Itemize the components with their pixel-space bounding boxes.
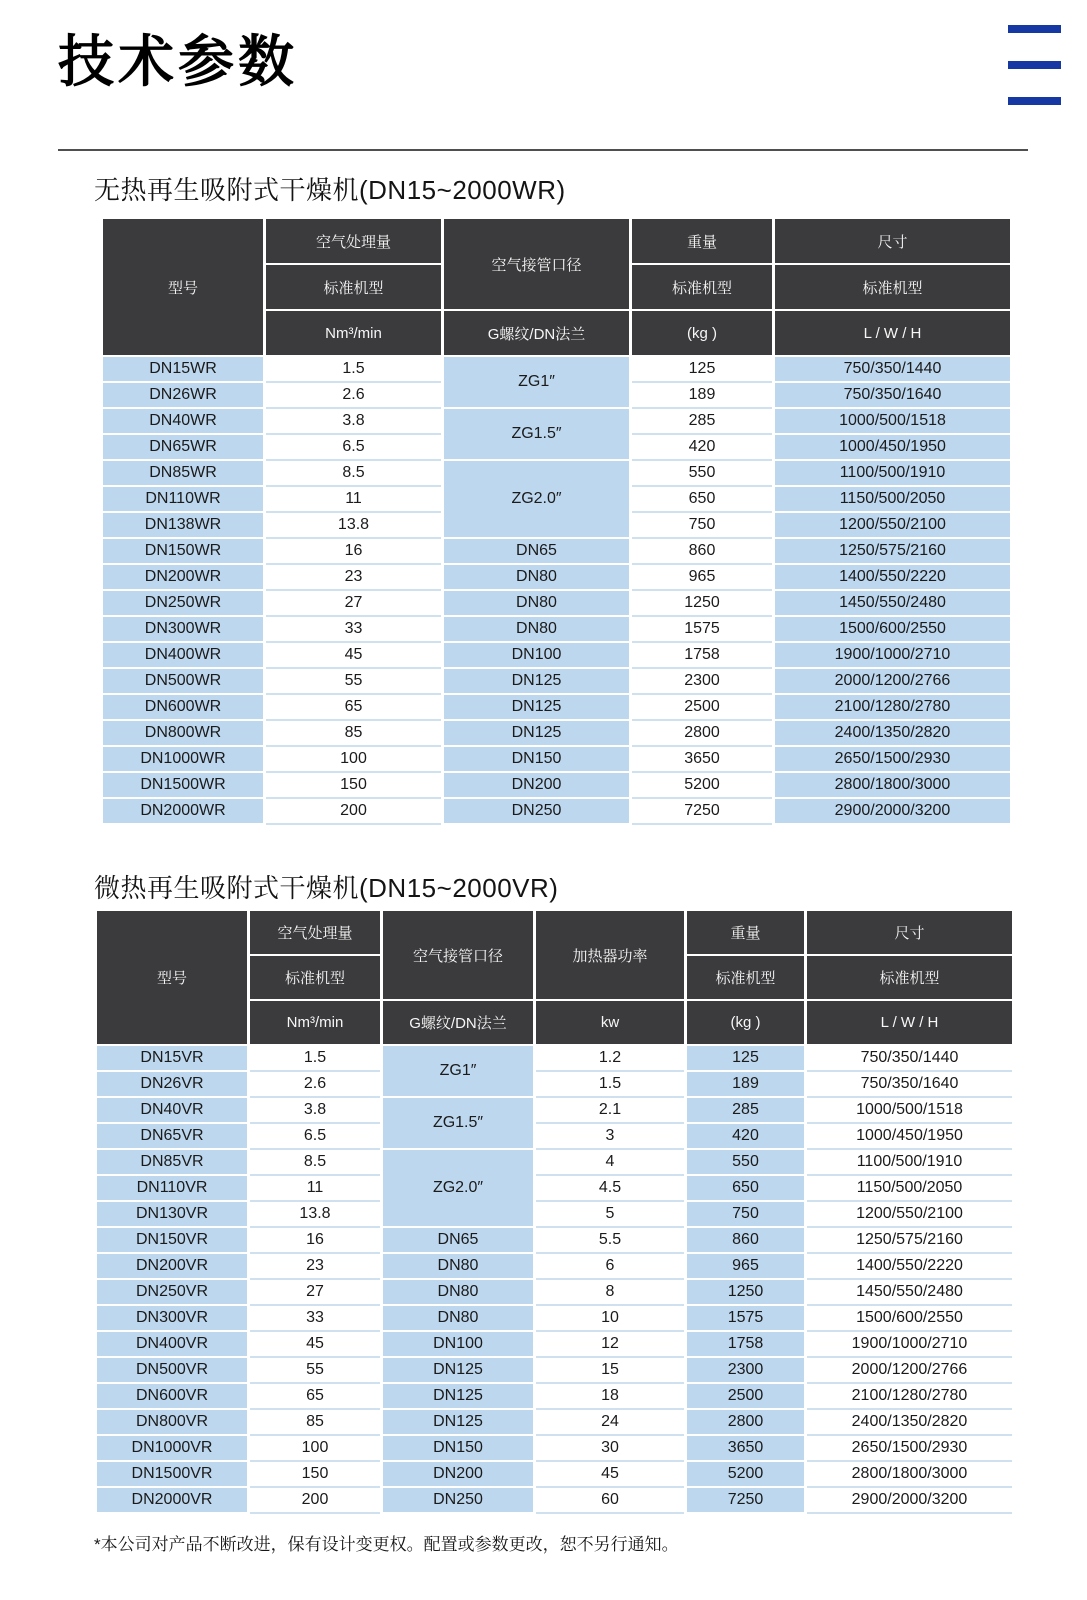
capacity-cell: 6.5 (250, 1124, 380, 1148)
model-cell: DN110VR (97, 1176, 247, 1200)
capacity-cell: 65 (266, 695, 441, 719)
table-row (97, 1124, 1012, 1148)
model-cell: DN1500VR (97, 1462, 247, 1486)
weight-cell: 750 (687, 1202, 804, 1226)
size-cell: 1900/1000/2710 (807, 1332, 1012, 1356)
capacity-cell: 2.6 (250, 1072, 380, 1096)
header-row (97, 911, 1012, 954)
table-row (103, 643, 1010, 667)
weight-cell: 1250 (632, 591, 772, 615)
model-cell: DN85WR (103, 461, 263, 485)
size-cell: 1450/550/2480 (775, 591, 1010, 615)
power-cell: 6 (536, 1254, 684, 1278)
table-row (97, 1098, 1012, 1122)
capacity-cell: 16 (250, 1228, 380, 1252)
size-cell: 1250/575/2160 (807, 1228, 1012, 1252)
size-cell: 2800/1800/3000 (775, 773, 1010, 797)
size-cell: 2400/1350/2820 (807, 1410, 1012, 1434)
capacity-cell: 150 (266, 773, 441, 797)
table-row (97, 1150, 1012, 1174)
bar-icon (1008, 97, 1061, 105)
model-cell: DN1000WR (103, 747, 263, 771)
weight-cell: 2500 (632, 695, 772, 719)
table-row (97, 1358, 1012, 1382)
pipe-cell: DN80 (383, 1254, 533, 1278)
table-row (103, 799, 1010, 823)
size-cell: 750/350/1440 (807, 1046, 1012, 1070)
col-unit-size: L / W / H (775, 311, 1010, 355)
size-cell: 2000/1200/2766 (807, 1358, 1012, 1382)
capacity-cell: 150 (250, 1462, 380, 1486)
col-header-weight: 重量 (687, 911, 804, 954)
size-cell: 1450/550/2480 (807, 1280, 1012, 1304)
pipe-cell: ZG1″ (383, 1046, 533, 1096)
size-cell: 2650/1500/2930 (807, 1436, 1012, 1460)
header-bars-icon (1008, 25, 1061, 133)
capacity-cell: 27 (266, 591, 441, 615)
capacity-cell: 85 (266, 721, 441, 745)
capacity-cell: 6.5 (266, 435, 441, 459)
table-row (97, 1202, 1012, 1226)
model-cell: DN150WR (103, 539, 263, 563)
table-row (97, 1332, 1012, 1356)
model-cell: DN800WR (103, 721, 263, 745)
model-cell: DN1500WR (103, 773, 263, 797)
col-unit-weight: (kg ) (687, 1001, 804, 1044)
power-cell: 24 (536, 1410, 684, 1434)
table-row (97, 1384, 1012, 1408)
model-cell: DN1000VR (97, 1436, 247, 1460)
table-row (103, 565, 1010, 589)
size-cell: 2900/2000/3200 (807, 1488, 1012, 1512)
model-cell: DN138WR (103, 513, 263, 537)
table-row (97, 1046, 1012, 1070)
col-header-capacity: 空气处理量 (250, 911, 380, 954)
weight-cell: 420 (687, 1124, 804, 1148)
table-row (97, 1436, 1012, 1460)
pipe-cell: ZG2.0″ (383, 1150, 533, 1226)
capacity-cell: 1.5 (266, 357, 441, 381)
pipe-cell: DN80 (444, 565, 629, 589)
table-row (103, 357, 1010, 381)
table-row (103, 461, 1010, 485)
model-cell: DN250VR (97, 1280, 247, 1304)
col-unit-weight: (kg ) (632, 311, 772, 355)
model-cell: DN15WR (103, 357, 263, 381)
footnote: *本公司对产品不断改进，保有设计变更权。配置或参数更改，恕不另行通知。 (94, 1535, 679, 1554)
weight-cell: 125 (632, 357, 772, 381)
weight-cell: 2800 (632, 721, 772, 745)
capacity-cell: 3.8 (250, 1098, 380, 1122)
model-cell: DN400VR (97, 1332, 247, 1356)
power-cell: 30 (536, 1436, 684, 1460)
pipe-cell: DN125 (444, 721, 629, 745)
weight-cell: 5200 (632, 773, 772, 797)
col-header-model: 型号 (103, 219, 263, 355)
model-cell: DN500WR (103, 669, 263, 693)
power-cell: 18 (536, 1384, 684, 1408)
weight-cell: 1758 (632, 643, 772, 667)
capacity-cell: 100 (266, 747, 441, 771)
col-subheader-capacity: 标准机型 (250, 956, 380, 999)
weight-cell: 285 (687, 1098, 804, 1122)
capacity-cell: 16 (266, 539, 441, 563)
model-cell: DN200VR (97, 1254, 247, 1278)
capacity-cell: 27 (250, 1280, 380, 1304)
pipe-cell: DN125 (383, 1410, 533, 1434)
col-subheader-weight: 标准机型 (632, 265, 772, 309)
model-cell: DN65WR (103, 435, 263, 459)
capacity-cell: 1.5 (250, 1046, 380, 1070)
power-cell: 45 (536, 1462, 684, 1486)
capacity-cell: 45 (266, 643, 441, 667)
pipe-cell: DN150 (444, 747, 629, 771)
pipe-cell: DN80 (444, 591, 629, 615)
page-title: 技术参数 (58, 30, 298, 93)
weight-cell: 1575 (632, 617, 772, 641)
col-header-pipe: 空气接管口径 (444, 219, 629, 309)
size-cell: 1400/550/2220 (807, 1254, 1012, 1278)
model-cell: DN85VR (97, 1150, 247, 1174)
size-cell: 1400/550/2220 (775, 565, 1010, 589)
size-cell: 1500/600/2550 (807, 1306, 1012, 1330)
size-cell: 1200/550/2100 (775, 513, 1010, 537)
col-subheader-weight: 标准机型 (687, 956, 804, 999)
power-cell: 1.5 (536, 1072, 684, 1096)
table-row (103, 591, 1010, 615)
model-cell: DN40VR (97, 1098, 247, 1122)
header-row (103, 219, 1010, 263)
capacity-cell: 13.8 (250, 1202, 380, 1226)
power-cell: 8 (536, 1280, 684, 1304)
col-header-capacity: 空气处理量 (266, 219, 441, 263)
size-cell: 750/350/1440 (775, 357, 1010, 381)
size-cell: 2900/2000/3200 (775, 799, 1010, 823)
weight-cell: 650 (687, 1176, 804, 1200)
col-unit-pipe: G螺纹/DN法兰 (383, 1001, 533, 1044)
table-row (103, 539, 1010, 563)
pipe-cell: DN200 (383, 1462, 533, 1486)
size-cell: 1000/500/1518 (807, 1098, 1012, 1122)
capacity-cell: 45 (250, 1332, 380, 1356)
weight-cell: 5200 (687, 1462, 804, 1486)
bar-icon (1008, 25, 1061, 33)
heated-dryer-table (94, 909, 1015, 1514)
weight-cell: 3650 (687, 1436, 804, 1460)
weight-cell: 7250 (687, 1488, 804, 1512)
pipe-cell: DN250 (383, 1488, 533, 1512)
table-row (97, 1176, 1012, 1200)
capacity-cell: 23 (250, 1254, 380, 1278)
weight-cell: 285 (632, 409, 772, 433)
table2-header (97, 911, 1012, 1044)
model-cell: DN300VR (97, 1306, 247, 1330)
capacity-cell: 85 (250, 1410, 380, 1434)
model-cell: DN250WR (103, 591, 263, 615)
weight-cell: 189 (687, 1072, 804, 1096)
model-cell: DN500VR (97, 1358, 247, 1382)
pipe-cell: DN65 (383, 1228, 533, 1252)
weight-cell: 550 (687, 1150, 804, 1174)
capacity-cell: 8.5 (250, 1150, 380, 1174)
model-cell: DN800VR (97, 1410, 247, 1434)
table-row (103, 617, 1010, 641)
size-cell: 1100/500/1910 (775, 461, 1010, 485)
weight-cell: 189 (632, 383, 772, 407)
power-cell: 4 (536, 1150, 684, 1174)
size-cell: 1000/450/1950 (775, 435, 1010, 459)
model-cell: DN150VR (97, 1228, 247, 1252)
col-unit-capacity: Nm³/min (250, 1001, 380, 1044)
power-cell: 1.2 (536, 1046, 684, 1070)
title-divider (58, 149, 1028, 151)
capacity-cell: 200 (266, 799, 441, 823)
pipe-cell: ZG1″ (444, 357, 629, 407)
col-unit-capacity: Nm³/min (266, 311, 441, 355)
capacity-cell: 33 (250, 1306, 380, 1330)
size-cell: 2100/1280/2780 (775, 695, 1010, 719)
size-cell: 750/350/1640 (807, 1072, 1012, 1096)
weight-cell: 550 (632, 461, 772, 485)
table-row (97, 1072, 1012, 1096)
size-cell: 1000/450/1950 (807, 1124, 1012, 1148)
size-cell: 2100/1280/2780 (807, 1384, 1012, 1408)
capacity-cell: 8.5 (266, 461, 441, 485)
section2-title: 微热再生吸附式干燥机(DN15~2000VR) (94, 873, 559, 903)
size-cell: 1000/500/1518 (775, 409, 1010, 433)
model-cell: DN200WR (103, 565, 263, 589)
weight-cell: 125 (687, 1046, 804, 1070)
table-row (103, 721, 1010, 745)
col-header-power: 加热器功率 (536, 911, 684, 999)
capacity-cell: 11 (250, 1176, 380, 1200)
model-cell: DN2000WR (103, 799, 263, 823)
size-cell: 1900/1000/2710 (775, 643, 1010, 667)
power-cell: 2.1 (536, 1098, 684, 1122)
table-row (97, 1410, 1012, 1434)
pipe-cell: DN125 (444, 695, 629, 719)
size-cell: 1250/575/2160 (775, 539, 1010, 563)
bar-icon (1008, 61, 1061, 69)
power-cell: 10 (536, 1306, 684, 1330)
table1-body (103, 357, 1010, 823)
model-cell: DN600VR (97, 1384, 247, 1408)
model-cell: DN130VR (97, 1202, 247, 1226)
size-cell: 750/350/1640 (775, 383, 1010, 407)
col-header-pipe: 空气接管口径 (383, 911, 533, 999)
power-cell: 12 (536, 1332, 684, 1356)
col-subheader-size: 标准机型 (807, 956, 1012, 999)
size-cell: 2000/1200/2766 (775, 669, 1010, 693)
col-subheader-capacity: 标准机型 (266, 265, 441, 309)
model-cell: DN300WR (103, 617, 263, 641)
weight-cell: 1250 (687, 1280, 804, 1304)
weight-cell: 1575 (687, 1306, 804, 1330)
table-row (103, 747, 1010, 771)
weight-cell: 7250 (632, 799, 772, 823)
table-row (103, 409, 1010, 433)
size-cell: 1150/500/2050 (807, 1176, 1012, 1200)
weight-cell: 2800 (687, 1410, 804, 1434)
capacity-cell: 23 (266, 565, 441, 589)
model-cell: DN40WR (103, 409, 263, 433)
capacity-cell: 200 (250, 1488, 380, 1512)
capacity-cell: 55 (250, 1358, 380, 1382)
col-unit-size: L / W / H (807, 1001, 1012, 1044)
size-cell: 1150/500/2050 (775, 487, 1010, 511)
col-unit-power: kw (536, 1001, 684, 1044)
col-header-size: 尺寸 (807, 911, 1012, 954)
capacity-cell: 3.8 (266, 409, 441, 433)
table-row (97, 1254, 1012, 1278)
table-row (103, 695, 1010, 719)
weight-cell: 2300 (687, 1358, 804, 1382)
power-cell: 60 (536, 1488, 684, 1512)
capacity-cell: 33 (266, 617, 441, 641)
power-cell: 4.5 (536, 1176, 684, 1200)
model-cell: DN2000VR (97, 1488, 247, 1512)
pipe-cell: DN250 (444, 799, 629, 823)
model-cell: DN15VR (97, 1046, 247, 1070)
pipe-cell: DN125 (383, 1384, 533, 1408)
power-cell: 5 (536, 1202, 684, 1226)
pipe-cell: DN100 (383, 1332, 533, 1356)
capacity-cell: 65 (250, 1384, 380, 1408)
section1-title: 无热再生吸附式干燥机(DN15~2000WR) (94, 175, 566, 205)
pipe-cell: DN125 (444, 669, 629, 693)
weight-cell: 3650 (632, 747, 772, 771)
size-cell: 1200/550/2100 (807, 1202, 1012, 1226)
size-cell: 2800/1800/3000 (807, 1462, 1012, 1486)
table-row (97, 1488, 1012, 1512)
weight-cell: 965 (687, 1254, 804, 1278)
capacity-cell: 13.8 (266, 513, 441, 537)
power-cell: 15 (536, 1358, 684, 1382)
capacity-cell: 2.6 (266, 383, 441, 407)
pipe-cell: DN80 (383, 1306, 533, 1330)
pipe-cell: DN100 (444, 643, 629, 667)
capacity-cell: 11 (266, 487, 441, 511)
table-row (97, 1462, 1012, 1486)
capacity-cell: 55 (266, 669, 441, 693)
model-cell: DN400WR (103, 643, 263, 667)
weight-cell: 420 (632, 435, 772, 459)
col-header-size: 尺寸 (775, 219, 1010, 263)
pipe-cell: ZG1.5″ (444, 409, 629, 459)
col-unit-pipe: G螺纹/DN法兰 (444, 311, 629, 355)
size-cell: 2650/1500/2930 (775, 747, 1010, 771)
size-cell: 1100/500/1910 (807, 1150, 1012, 1174)
table-row (97, 1306, 1012, 1330)
model-cell: DN600WR (103, 695, 263, 719)
weight-cell: 750 (632, 513, 772, 537)
weight-cell: 2300 (632, 669, 772, 693)
pipe-cell: ZG1.5″ (383, 1098, 533, 1148)
weight-cell: 965 (632, 565, 772, 589)
pipe-cell: DN125 (383, 1358, 533, 1382)
heatless-dryer-table (100, 217, 1013, 825)
model-cell: DN26WR (103, 383, 263, 407)
weight-cell: 1758 (687, 1332, 804, 1356)
size-cell: 1500/600/2550 (775, 617, 1010, 641)
pipe-cell: DN65 (444, 539, 629, 563)
capacity-cell: 100 (250, 1436, 380, 1460)
model-cell: DN26VR (97, 1072, 247, 1096)
pipe-cell: DN80 (444, 617, 629, 641)
pipe-cell: DN80 (383, 1280, 533, 1304)
table2-body (97, 1046, 1012, 1512)
col-header-weight: 重量 (632, 219, 772, 263)
power-cell: 3 (536, 1124, 684, 1148)
table-row (103, 669, 1010, 693)
pipe-cell: ZG2.0″ (444, 461, 629, 537)
size-cell: 2400/1350/2820 (775, 721, 1010, 745)
col-subheader-size: 标准机型 (775, 265, 1010, 309)
weight-cell: 2500 (687, 1384, 804, 1408)
pipe-cell: DN150 (383, 1436, 533, 1460)
model-cell: DN110WR (103, 487, 263, 511)
table-row (97, 1228, 1012, 1252)
col-header-model: 型号 (97, 911, 247, 1044)
weight-cell: 650 (632, 487, 772, 511)
table-row (103, 773, 1010, 797)
weight-cell: 860 (687, 1228, 804, 1252)
table1-header (103, 219, 1010, 355)
model-cell: DN65VR (97, 1124, 247, 1148)
power-cell: 5.5 (536, 1228, 684, 1252)
table-row (97, 1280, 1012, 1304)
weight-cell: 860 (632, 539, 772, 563)
pipe-cell: DN200 (444, 773, 629, 797)
